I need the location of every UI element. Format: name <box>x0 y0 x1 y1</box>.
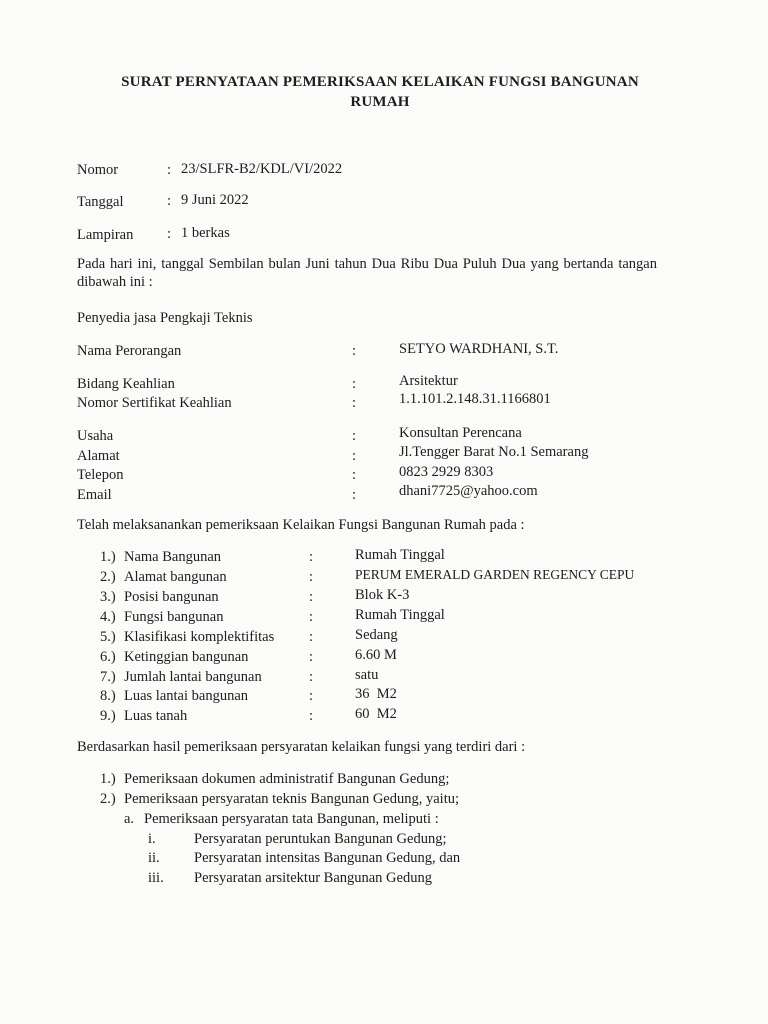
sub-item-intensitas: Persyaratan intensitas Bangunan Gedung, dan <box>194 850 461 866</box>
field-colon: : <box>352 448 357 464</box>
field-label-alamat-bangunan: Alamat bangunan <box>124 569 227 585</box>
field-value-nama-bangunan: Rumah Tinggal <box>355 547 445 563</box>
field-label-luas-tanah: Luas tanah <box>124 708 188 724</box>
field-label-luas-lantai: Luas lantai bangunan <box>124 688 249 704</box>
field-value-alamat-bangunan: PERUM EMERALD GARDEN REGENCY CEPU <box>355 567 635 582</box>
list-number: ii. <box>148 850 160 866</box>
field-label-lampiran: Lampiran <box>77 227 134 243</box>
sub-item-arsitektur: Persyaratan arsitektur Bangunan Gedung <box>194 870 432 886</box>
field-label-email: Email <box>77 487 112 503</box>
list-number: 1.) <box>100 771 116 787</box>
list-number: 8.) <box>100 688 116 704</box>
field-colon: : <box>309 549 314 565</box>
list-number: 9.) <box>100 708 116 724</box>
field-colon: : <box>309 589 314 605</box>
field-label-nama-perorangan: Nama Perorangan <box>77 343 182 359</box>
list-number: 7.) <box>100 669 116 685</box>
intro-paragraph: Pada hari ini, tanggal Sembilan bulan Juni tahun Dua Ribu Dua Puluh Dua yang bertanda tangan dibawah ini : <box>77 256 657 290</box>
field-value-klasifikasi: Sedang <box>355 627 398 643</box>
field-label-jumlah-lantai: Jumlah lantai bangunan <box>124 669 262 685</box>
list-number: 5.) <box>100 629 116 645</box>
field-colon: : <box>309 688 314 704</box>
field-label-telepon: Telepon <box>77 467 124 483</box>
field-label-nomor-sertifikat: Nomor Sertifikat Keahlian <box>77 395 232 411</box>
field-colon: : <box>352 343 357 359</box>
field-colon: : <box>167 226 172 242</box>
field-colon: : <box>309 569 314 585</box>
list-number: 2.) <box>100 791 116 807</box>
field-label-posisi-bangunan: Posisi bangunan <box>124 589 219 605</box>
field-colon: : <box>352 487 357 503</box>
field-label-alamat: Alamat <box>77 448 120 464</box>
field-colon: : <box>309 609 314 625</box>
field-value-tanggal: 9 Juni 2022 <box>181 192 249 208</box>
list-number: i. <box>148 831 156 847</box>
field-label-fungsi-bangunan: Fungsi bangunan <box>124 609 224 625</box>
field-label-nomor: Nomor <box>77 162 119 178</box>
list-number: 2.) <box>100 569 116 585</box>
field-colon: : <box>352 428 357 444</box>
sub-item-peruntukan: Persyaratan peruntukan Bangunan Gedung; <box>194 831 447 847</box>
field-value-ketinggian: 6.60 M <box>355 647 397 663</box>
provider-heading: Penyedia jasa Pengkaji Teknis <box>77 310 253 326</box>
document-title-line-1: SURAT PERNYATAAN PEMERIKSAAN KELAIKAN FUNGSI BANGUNAN <box>121 74 639 90</box>
field-value-jumlah-lantai: satu <box>355 667 379 683</box>
field-colon: : <box>167 193 172 209</box>
field-label-ketinggian: Ketinggian bangunan <box>124 649 249 665</box>
document-title-line-2: RUMAH <box>350 94 410 110</box>
list-number: 6.) <box>100 649 116 665</box>
field-value-email: dhani7725@yahoo.com <box>399 483 538 499</box>
field-value-luas-tanah: 60 M2 <box>355 706 397 722</box>
sub-check-tata-bangunan: Pemeriksaan persyaratan tata Bangunan, meliputi : <box>144 811 439 827</box>
field-colon: : <box>309 649 314 665</box>
field-value-lampiran: 1 berkas <box>181 225 230 241</box>
field-colon: : <box>352 376 357 392</box>
check-item-administratif: Pemeriksaan dokumen administratif Bangunan Gedung; <box>124 771 450 787</box>
inspection-intro: Telah melaksanankan pemeriksaan Kelaikan Fungsi Bangunan Rumah pada : <box>77 517 525 533</box>
field-value-nomor-sertifikat: 1.1.101.2.148.31.1166801 <box>399 391 551 407</box>
field-colon: : <box>309 669 314 685</box>
field-value-alamat: Jl.Tengger Barat No.1 Semarang <box>399 444 589 460</box>
field-value-telepon: 0823 2929 8303 <box>399 464 494 480</box>
field-value-nama-perorangan: SETYO WARDHANI, S.T. <box>399 341 559 357</box>
field-colon: : <box>352 467 357 483</box>
field-colon: : <box>309 629 314 645</box>
field-value-fungsi-bangunan: Rumah Tinggal <box>355 607 445 623</box>
basis-intro: Berdasarkan hasil pemeriksaan persyaratan kelaikan fungsi yang terdiri dari : <box>77 739 526 755</box>
field-label-klasifikasi: Klasifikasi komplektifitas <box>124 629 275 645</box>
field-value-luas-lantai: 36 M2 <box>355 686 397 702</box>
list-number: 4.) <box>100 609 116 625</box>
list-number: iii. <box>148 870 164 886</box>
list-number: 1.) <box>100 549 116 565</box>
field-colon: : <box>309 708 314 724</box>
check-item-teknis: Pemeriksaan persyaratan teknis Bangunan Gedung, yaitu; <box>124 791 460 807</box>
field-value-nomor: 23/SLFR-B2/KDL/VI/2022 <box>181 161 343 177</box>
list-number: 3.) <box>100 589 116 605</box>
field-label-tanggal: Tanggal <box>77 194 124 210</box>
field-value-usaha: Konsultan Perencana <box>399 425 522 441</box>
field-label-usaha: Usaha <box>77 428 114 444</box>
field-colon: : <box>167 162 172 178</box>
field-label-nama-bangunan: Nama Bangunan <box>124 549 222 565</box>
field-label-bidang-keahlian: Bidang Keahlian <box>77 376 175 392</box>
field-value-posisi-bangunan: Blok K-3 <box>355 587 410 603</box>
field-value-bidang-keahlian: Arsitektur <box>399 373 458 389</box>
list-number: a. <box>124 811 135 827</box>
field-colon: : <box>352 395 357 411</box>
